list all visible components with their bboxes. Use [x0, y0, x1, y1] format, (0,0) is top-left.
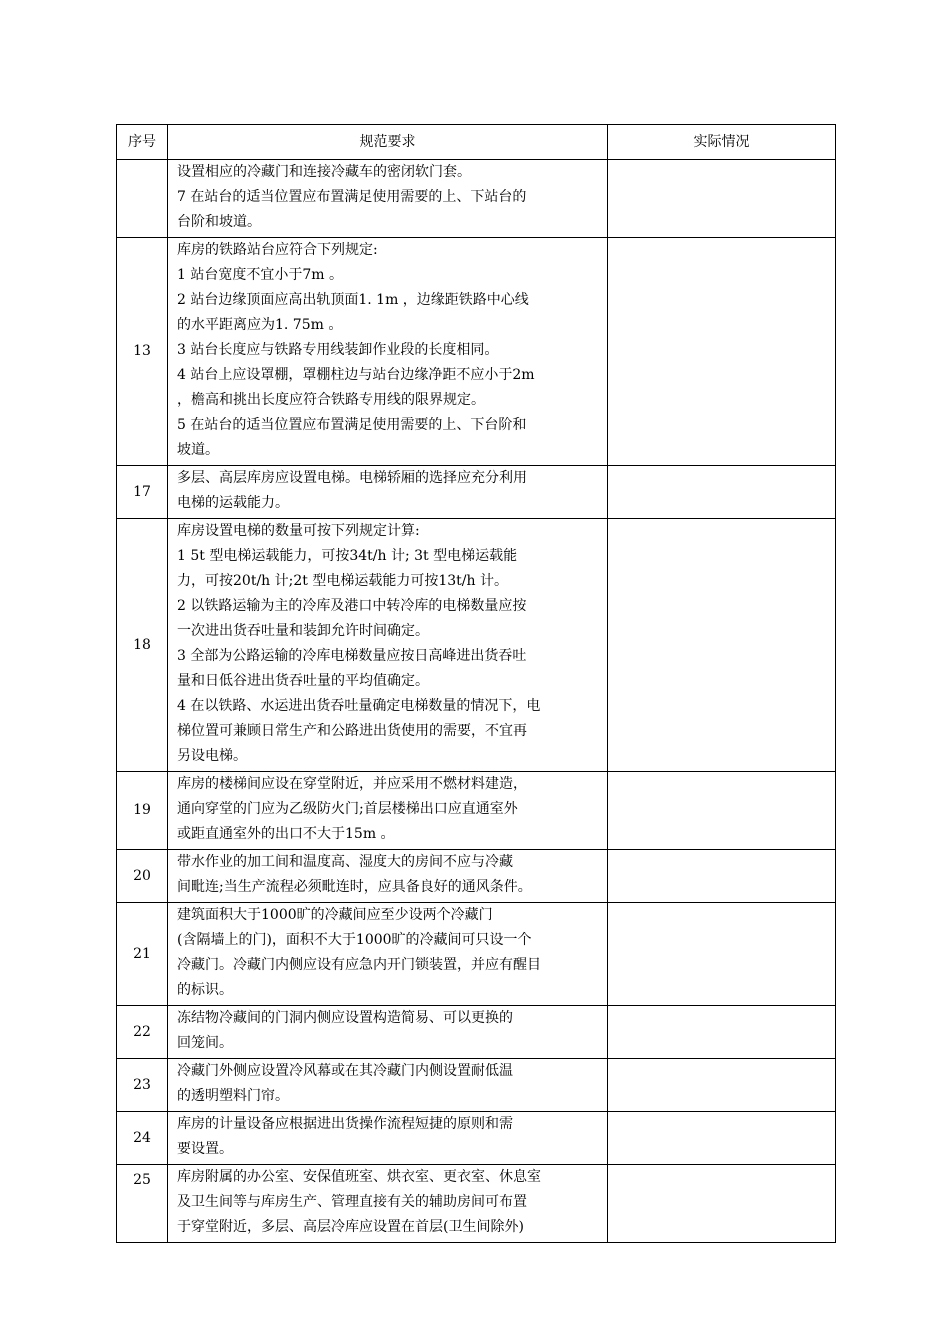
requirement-line: 3 站台长度应与铁路专用线装卸作业段的长度相同。	[177, 342, 499, 358]
requirement-line: 或距直通室外的出口不大于15m 。	[177, 826, 395, 842]
requirement-line: 的透明塑料门帘。	[177, 1088, 289, 1104]
requirement-line: 7 在站台的适当位置应布置满足使用需要的上、下站台的	[177, 189, 527, 205]
row-actual	[608, 772, 836, 850]
requirement-line: 1 5t 型电梯运载能力，可按34t/h 计; 3t 型电梯运载能	[177, 548, 518, 564]
requirement-line: 设置相应的冷藏门和连接冷藏车的密闭软门套。	[177, 164, 471, 180]
requirement-line: 通向穿堂的门应为乙级防火门;首层楼梯出口应直通室外	[177, 801, 518, 817]
header-requirement: 规范要求	[168, 125, 608, 160]
requirement-line: 及卫生间等与库房生产、管理直接有关的辅助房间可布置	[177, 1194, 527, 1210]
requirement-line: ，檐高和挑出长度应符合铁路专用线的限界规定。	[177, 392, 485, 408]
spec-table-page	[116, 124, 835, 1243]
row-serial-no: 22	[117, 1006, 168, 1059]
requirement-line: 台阶和坡道。	[177, 214, 261, 230]
requirement-line: 4 站台上应设罩棚，罩棚柱边与站台边缘净距不应小于2m	[177, 367, 535, 383]
requirement-line: 库房的铁路站台应符合下列规定:	[177, 242, 378, 258]
requirement-line: 间毗连;当生产流程必须毗连时，应具备良好的通风条件。	[177, 879, 532, 895]
requirement-line: 梯位置可兼顾日常生产和公路进出货使用的需要，不宜再	[177, 723, 527, 739]
row-actual	[608, 850, 836, 903]
spec-table	[116, 124, 836, 1243]
requirement-line: 电梯的运载能力。	[177, 495, 289, 511]
row-serial-no: 18	[117, 519, 168, 772]
requirement-line: 冻结物冷藏间的门洞内侧应设置构造简易、可以更换的	[177, 1010, 513, 1026]
row-serial-no: 25	[117, 1165, 168, 1243]
table-body	[117, 160, 836, 1243]
requirement-line: 要设置。	[177, 1141, 233, 1157]
row-requirement	[168, 772, 608, 850]
row-requirement	[168, 850, 608, 903]
table-row	[117, 238, 836, 466]
requirement-line: 冷藏门外侧应设置冷风幕或在其冷藏门内侧设置耐低温	[177, 1063, 513, 1079]
requirement-line: 量和日低谷进出货吞吐量的平均值确定。	[177, 673, 429, 689]
table-row	[117, 160, 836, 238]
row-actual	[608, 466, 836, 519]
requirement-line: 冷藏门。冷藏门内侧应设有应急内开门锁装置，并应有醒目	[177, 957, 541, 973]
row-serial-no	[117, 160, 168, 238]
row-serial-no: 13	[117, 238, 168, 466]
row-requirement	[168, 1165, 608, 1243]
table-row	[117, 519, 836, 772]
row-serial-no: 19	[117, 772, 168, 850]
row-requirement	[168, 1006, 608, 1059]
requirement-line: 库房设置电梯的数量可按下列规定计算:	[177, 523, 420, 539]
requirement-line: 5 在站台的适当位置应布置满足使用需要的上、下台阶和	[177, 417, 527, 433]
requirement-line: 3 全部为公路运输的冷库电梯数量应按日高峰进出货吞吐	[177, 648, 527, 664]
table-row	[117, 772, 836, 850]
row-serial-no: 21	[117, 903, 168, 1006]
row-requirement	[168, 238, 608, 466]
row-serial-no: 20	[117, 850, 168, 903]
row-requirement	[168, 1112, 608, 1165]
requirement-line: 库房附属的办公室、安保值班室、烘衣室、更衣室、休息室	[177, 1169, 541, 1185]
table-row	[117, 903, 836, 1006]
requirement-line: 库房的楼梯间应设在穿堂附近，并应采用不燃材料建造，	[177, 776, 527, 792]
row-actual	[608, 519, 836, 772]
table-row	[117, 1112, 836, 1165]
row-requirement	[168, 160, 608, 238]
requirement-line: 库房的计量设备应根据进出货操作流程短捷的原则和需	[177, 1116, 513, 1132]
row-actual	[608, 238, 836, 466]
requirement-line: 2 以铁路运输为主的冷库及港口中转冷库的电梯数量应按	[177, 598, 527, 614]
row-actual	[608, 1059, 836, 1112]
row-actual	[608, 1112, 836, 1165]
requirement-line: 一次进出货吞吐量和装卸允许时间确定。	[177, 623, 429, 639]
requirement-line: (含隔墙上的门)，面积不大于1000旷的冷藏间可只设一个	[177, 932, 532, 948]
requirement-line: 于穿堂附近，多层、高层冷库应设置在首层(卫生间除外)	[177, 1219, 524, 1235]
row-requirement	[168, 1059, 608, 1112]
table-row	[117, 850, 836, 903]
table-row	[117, 1059, 836, 1112]
header-actual: 实际情况	[608, 125, 836, 160]
requirement-line: 带水作业的加工间和温度高、湿度大的房间不应与冷藏	[177, 854, 513, 870]
row-requirement	[168, 466, 608, 519]
requirement-line: 多层、高层库房应设置电梯。电梯轿厢的选择应充分利用	[177, 470, 527, 486]
row-serial-no: 24	[117, 1112, 168, 1165]
requirement-line: 回笼间。	[177, 1035, 233, 1051]
row-requirement	[168, 519, 608, 772]
requirement-line: 的水平距离应为1. 75m 。	[177, 317, 343, 333]
header-serial-no: 序号	[117, 125, 168, 160]
table-row	[117, 466, 836, 519]
row-serial-no: 17	[117, 466, 168, 519]
table-header-row	[117, 125, 836, 160]
row-actual	[608, 903, 836, 1006]
row-requirement	[168, 903, 608, 1006]
table-row	[117, 1006, 836, 1059]
requirement-line: 4 在以铁路、水运进出货吞吐量确定电梯数量的情况下，电	[177, 698, 541, 714]
requirement-line: 另设电梯。	[177, 748, 247, 764]
requirement-line: 坡道。	[177, 442, 219, 458]
requirement-line: 的标识。	[177, 982, 233, 998]
row-actual	[608, 160, 836, 238]
requirement-line: 建筑面积大于1000旷的冷藏间应至少设两个冷藏门	[177, 907, 493, 923]
row-serial-no: 23	[117, 1059, 168, 1112]
requirement-line: 1 站台宽度不宜小于7m 。	[177, 267, 343, 283]
row-actual	[608, 1006, 836, 1059]
table-row	[117, 1165, 836, 1243]
requirement-line: 2 站台边缘顶面应高出轨顶面1. 1m ，边缘距铁路中心线	[177, 292, 529, 308]
requirement-line: 力，可按20t/h 计;2t 型电梯运载能力可按13t/h 计。	[177, 573, 508, 589]
row-actual	[608, 1165, 836, 1243]
